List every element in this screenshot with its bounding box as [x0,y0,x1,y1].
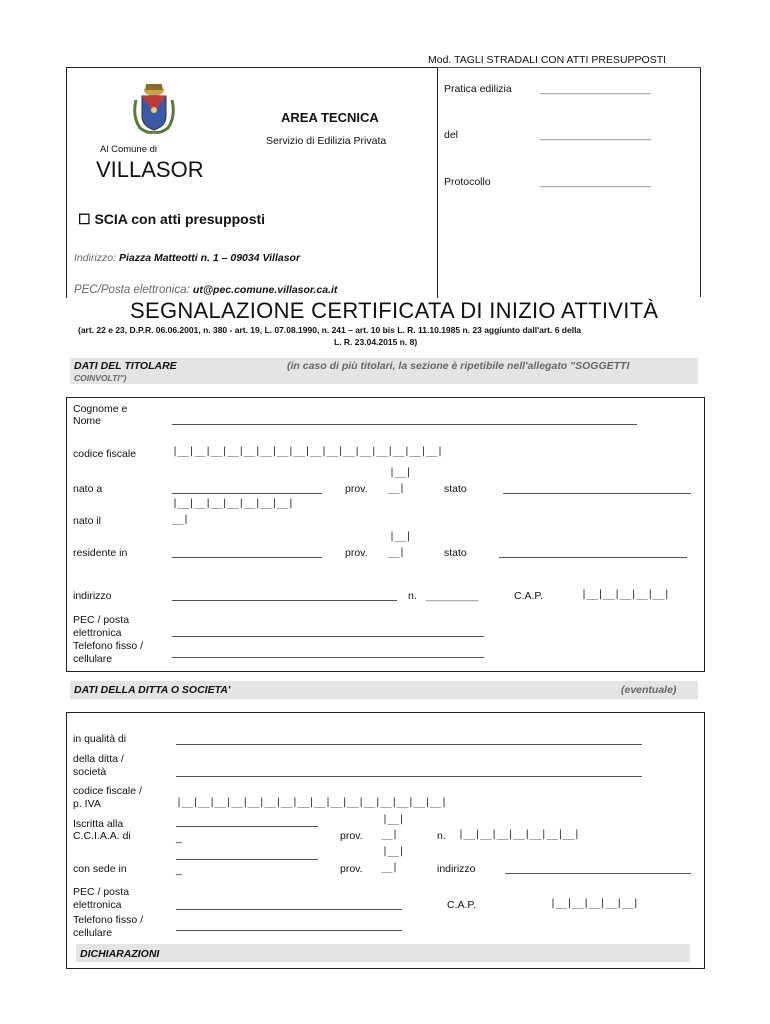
cciaa-n-label: n. [437,830,446,842]
cciaa-prov-top: |__| [382,814,405,825]
cap-label: C.A.P. [514,590,543,602]
sede-indirizzo-input[interactable] [505,873,691,874]
pec-label: PEC/Posta elettronica: [74,284,190,296]
header-right-border [700,67,701,297]
dichiarazioni-heading: DICHIARAZIONI [80,948,160,960]
scia-option[interactable] [78,211,265,228]
tel-label-1: Telefono fisso / [73,640,144,652]
nato-prov-label: prov. [345,483,368,495]
numero-input[interactable]: _________ [426,590,479,602]
pec-row [74,284,337,296]
res-stato-input[interactable] [499,557,687,558]
nato-il-boxes-1[interactable]: |__|__|__|__|__|__|__| [172,498,294,509]
nato-il-boxes-2[interactable]: __| [172,514,189,525]
codice-fiscale-boxes[interactable]: |__|__|__|__|__|__|__|__|__|__|__|__|__|__|__|__| [172,446,443,457]
cciaa-underscore: _ [176,832,182,844]
cciaa-label-2: C.C.I.A.A. di [73,830,131,842]
pratica-label: Pratica edilizia [444,83,512,95]
sede-prov-input[interactable]: __| [381,862,398,873]
ditta-tel-label-1: Telefono fisso / [73,914,144,926]
ditta-eventuale: (eventuale) [621,684,677,696]
nato-a-label: nato a [73,483,103,495]
scia-checkbox[interactable]: ☐ [78,211,91,227]
scia-label: SCIA con atti presupposti [94,211,266,227]
document-subtitle-1: (art. 22 e 23, D.P.R. 06.06.2001, n. 380 - art. 19, L. 07.08.1990, n. 241 – art. 10 bis L. R. 11.10.1985 n. 23 aggiunto dall'art. 6 della [78,325,582,335]
sede-input[interactable] [176,859,318,860]
cciaa-prov-input[interactable]: __| [381,829,398,840]
cognome-input[interactable] [172,424,637,425]
header-top-border [437,67,701,68]
res-prov-label: prov. [345,547,368,559]
pec-input[interactable] [172,636,484,637]
ditta-pec-input[interactable] [176,909,402,910]
pec-value: ut@pec.comune.villasor.ca.it [192,284,338,296]
res-stato-label: stato [444,547,467,559]
cciaa-prov-label: prov. [340,830,363,842]
ditta-tel-input[interactable] [176,930,402,931]
qualita-label: in qualità di [73,733,127,745]
codice-fiscale-label: codice fiscale [73,448,137,460]
sede-prov-label: prov. [340,863,363,875]
titolare-note-2: COINVOLTI") [74,373,127,383]
del-blank[interactable]: ___________________ [540,129,651,141]
ditta-cf-boxes[interactable]: |__|__|__|__|__|__|__|__|__|__|__|__|__|__|__|__| [176,797,447,808]
nato-a-input[interactable] [172,493,322,494]
al-comune-label: Al Comune di [100,144,158,155]
servizio-label: Servizio di Edilizia Privata [266,135,387,147]
nato-stato-input[interactable] [503,493,691,494]
cciaa-input[interactable] [176,826,318,827]
titolare-note: (in caso di più titolari, la sezione è ripetibile nell'allegato "SOGGETTI [287,360,630,372]
nato-prov-input[interactable]: __| [388,483,405,494]
indirizzo-label: indirizzo [73,590,112,602]
tel-label-2: cellulare [73,653,113,665]
nato-stato-label: stato [444,483,467,495]
titolare-heading: DATI DEL TITOLARE [74,360,177,372]
indirizzo-label: Indirizzo: [74,252,117,264]
qualita-input[interactable] [176,744,642,745]
protocollo-label: Protocollo [444,176,491,188]
res-prov-top: |__| [389,531,412,542]
indirizzo-input[interactable] [172,600,397,601]
residente-input[interactable] [172,557,322,558]
ditta-cf-label-2: p. IVA [73,798,101,810]
cciaa-n-boxes[interactable]: |__|__|__|__|__|__|__| [458,829,580,840]
ditta-cap-label: C.A.P. [447,899,476,911]
ditta-pec-label-2: elettronica [73,899,122,911]
sede-underscore: _ [176,864,182,876]
res-prov-input[interactable]: __| [388,547,405,558]
ditta-pec-label-1: PEC / posta [73,886,130,898]
del-label: del [444,129,459,141]
document-subtitle-2: L. R. 23.04.2015 n. 8) [334,337,418,347]
indirizzo-row [74,252,300,264]
comune-name: VILLASOR [96,157,204,182]
ditta-cap-boxes[interactable]: |__|__|__|__|__| [550,898,639,909]
sede-indirizzo-label: indirizzo [437,863,476,875]
dichiarazioni-bar [76,944,690,962]
coat-of-arms-icon [130,80,178,136]
cognome-label-1: Cognome e [73,403,128,415]
pec-label-1: PEC / posta [73,614,130,626]
sede-prov-top: |__| [382,846,405,857]
titolare-box [66,397,705,672]
cap-boxes[interactable]: |__|__|__|__|__| [581,589,670,600]
form-model-label: Mod. TAGLI STRADALI CON ATTI PRESUPPOSTI [428,54,667,66]
area-tecnica-title: AREA TECNICA [281,110,379,125]
residente-label: residente in [73,547,128,559]
nato-il-label: nato il [73,515,102,527]
ditta-cf-label-1: codice fiscale / [73,785,142,797]
ditta-input[interactable] [176,776,642,777]
cciaa-label-1: Iscritta alla [73,818,124,830]
ditta-label-1: della ditta / [73,753,124,765]
sede-label: con sede in [73,863,127,875]
ditta-label-2: società [73,766,107,778]
pratica-blank[interactable]: ___________________ [540,83,651,95]
pec-label-2: elettronica [73,627,122,639]
tel-input[interactable] [172,657,484,658]
cognome-label-2: Nome [73,415,102,427]
nato-prov-top: |__| [389,467,412,478]
ditta-tel-label-2: cellulare [73,927,113,939]
ditta-heading: DATI DELLA DITTA O SOCIETA' [74,684,231,696]
protocollo-blank[interactable]: ___________________ [540,176,651,188]
indirizzo-value: Piazza Matteotti n. 1 – 09034 Villasor [118,252,301,264]
document-title: SEGNALAZIONE CERTIFICATA DI INIZIO ATTIVITÀ [130,298,659,323]
numero-label: n. [408,590,417,602]
